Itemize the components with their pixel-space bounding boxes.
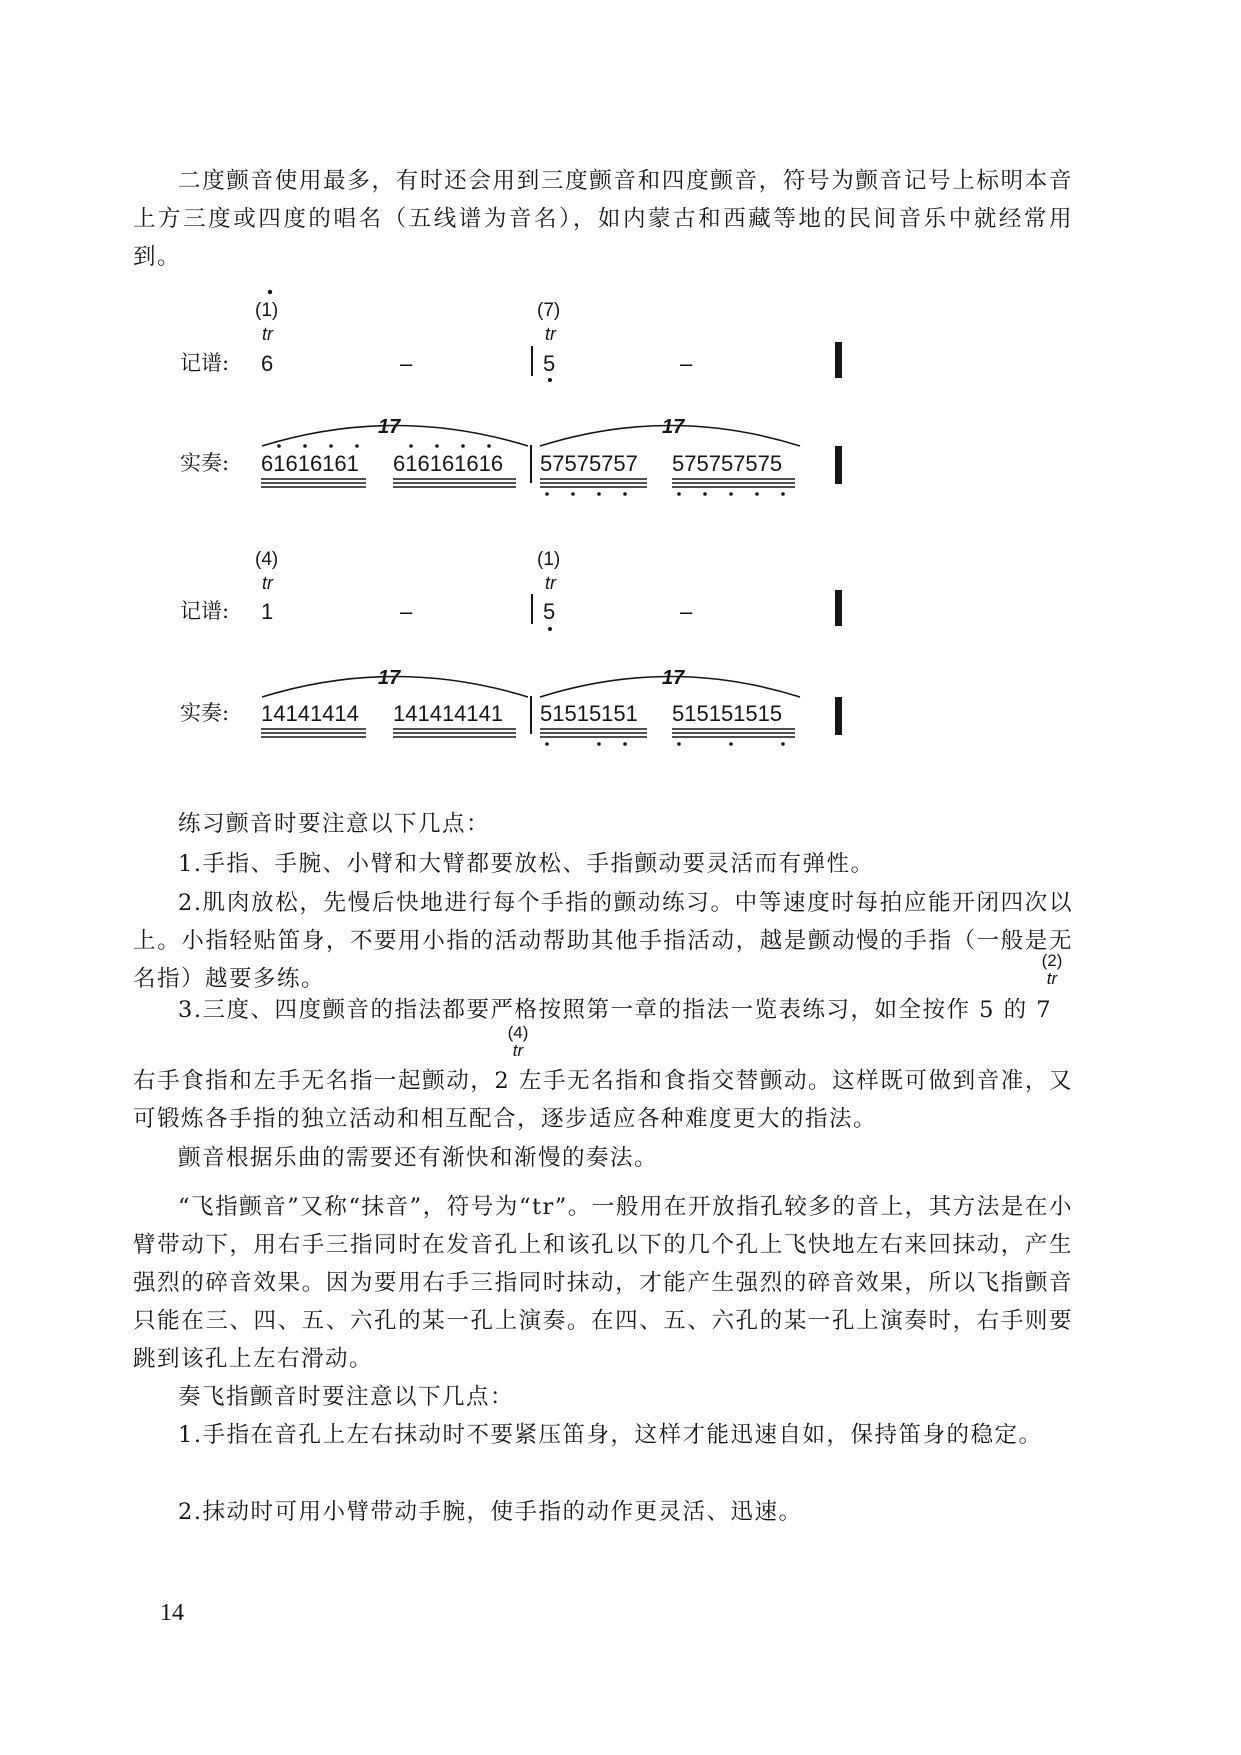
ex2-m1-group-count: 17 xyxy=(378,667,401,689)
ex2-m1-dash: – xyxy=(400,599,413,624)
ex2-m2-group-count: 17 xyxy=(662,667,685,689)
ex1-m2-group-count: 17 xyxy=(662,416,685,438)
ex2-actual-label: 实奏: xyxy=(180,701,230,725)
ex1-notation-label: 记谱: xyxy=(180,351,230,375)
practice-point-3-line-1: 3.三度、四度颤音的指法都要严格按照第一章的指法一览表练习，如全按作 5 的 7 xyxy=(178,997,1053,1023)
ex1-m1-group-count: 17 xyxy=(378,416,401,438)
ex2-m2-real-a: 51515151 xyxy=(540,701,638,726)
ex1-m2-dash: – xyxy=(680,351,693,376)
ex2-m1-paren: (4) xyxy=(255,549,279,570)
flying-trill-paragraph: “飞指颤音”又称“抹音”，符号为“tr”。一般用在开放指孔较多的音上，其方法是在小臂带动下，用右手三指同时在发音孔上和该孔以下的几个孔上飞快地左右来回抹动，产生强烈的碎音效果。因为要用右手三指同时抹动，才能产生强烈的碎音效果，所以飞指颤音只能在三、四、五、六孔的某一孔上演奏。在四、五、六孔的某一孔上演奏时，右手则要跳到该孔上左右滑动。 xyxy=(133,1194,1073,1372)
ex2-low-dots xyxy=(545,742,785,746)
ex1-high-dots xyxy=(277,444,491,448)
ex1-m2-real-a: 57575757 xyxy=(540,451,638,476)
example-2 xyxy=(180,549,842,746)
final-barline xyxy=(835,446,842,484)
ex2-m2-dash: – xyxy=(680,599,693,624)
inline-trill-mark-2: (2) tr xyxy=(1041,951,1063,988)
final-barline xyxy=(835,697,842,735)
practice-point-4: 颤音根据乐曲的需要还有渐快和渐慢的奏法。 xyxy=(178,1145,659,1171)
final-barline xyxy=(835,342,842,378)
ex2-m1-note: 1 xyxy=(261,599,274,624)
intro-paragraph: 二度颤音使用最多，有时还会用到三度颤音和四度颤音，符号为颤音记号上标明本音上方三度或四度的唱名（五线谱为音名），如内蒙古和西藏等地的民间音乐中就经常用到。 xyxy=(133,168,1073,270)
ex2-m2-paren: (1) xyxy=(537,549,561,570)
low-octave-dot xyxy=(548,378,552,382)
ex1-m2-real-b: 575757575 xyxy=(672,451,783,476)
ex1-m1-dash: – xyxy=(400,351,413,376)
page-number: 14 xyxy=(160,1600,184,1626)
ex1-m1-real-b: 616161616 xyxy=(393,451,504,476)
ex2-m1-real-a: 14141414 xyxy=(261,701,359,726)
flying-trill-point-2: 2.抹动时可用小臂带动手腕，使手指的动作更灵活、迅速。 xyxy=(178,1499,803,1525)
ex1-m2-tr: tr xyxy=(545,324,556,344)
flying-trill-heading: 奏飞指颤音时要注意以下几点： xyxy=(178,1384,515,1410)
ex2-m2-tr: tr xyxy=(545,573,556,593)
ex1-m2-note: 5 xyxy=(543,351,556,376)
ex2-note-beams xyxy=(261,729,795,737)
ex1-m1-real-a: 61616161 xyxy=(261,451,359,476)
ex1-low-dots xyxy=(545,492,785,496)
ex2-m1-real-b: 141414141 xyxy=(393,701,504,726)
low-octave-dot xyxy=(548,627,552,631)
practice-point-1: 1.手指、手腕、小臂和大臂都要放松、手指颤动要灵活而有弹性。 xyxy=(178,851,875,877)
final-barline xyxy=(835,590,842,626)
ex2-m2-note: 5 xyxy=(543,599,556,624)
ex1-actual-label: 实奏: xyxy=(180,451,230,475)
practice-point-2: 2.肌肉放松，先慢后快地进行每个手指的颤动练习。中等速度时每拍应能开闭四次以上。小指轻贴笛身，不要用小指的活动帮助其他手指活动，越是颤动慢的手指（一般是无名指）越要多练。 xyxy=(133,890,1073,992)
high-octave-dot xyxy=(268,290,272,294)
example-1 xyxy=(180,290,842,496)
ex1-m1-paren: (1) xyxy=(255,300,279,321)
ex2-m1-tr: tr xyxy=(262,573,273,593)
ex1-m1-note: 6 xyxy=(261,351,274,376)
flying-trill-point-1: 1.手指在音孔上左右抹动时不要紧压笛身，这样才能迅速自如，保持笛身的稳定。 xyxy=(178,1422,1043,1448)
ex2-m2-real-b: 515151515 xyxy=(672,701,783,726)
ex2-notation-label: 记谱: xyxy=(180,599,230,623)
practice-heading: 练习颤音时要注意以下几点： xyxy=(178,811,491,837)
practice-point-3-rest: 右手食指和左手无名指一起颤动，2 左手无名指和食指交替颤动。这样既可做到音准，又可锻炼各手指的独立活动和相互配合，逐步适应各种难度更大的指法。 xyxy=(133,1068,1073,1132)
inline-trill-mark-4: (4) tr xyxy=(507,1023,529,1060)
ex1-m1-tr: tr xyxy=(262,324,273,344)
ex1-note-beams xyxy=(261,479,795,487)
ex1-m2-paren: (7) xyxy=(537,300,561,321)
